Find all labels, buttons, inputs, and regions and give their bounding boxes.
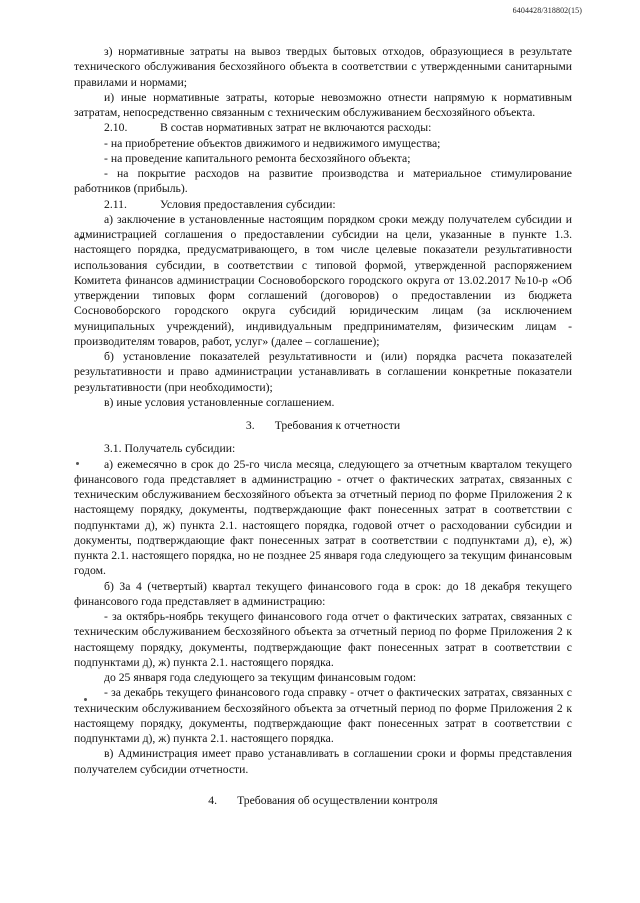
clause-3-1-v: в) Администрация имеет право устанавливать в соглашении сроки и формы представления получателем субсидии отчетности. bbox=[74, 747, 572, 776]
section-number: 2.10. bbox=[104, 121, 128, 135]
document-body bbox=[74, 44, 572, 816]
section-number: 2.11. bbox=[104, 197, 127, 211]
section-2-10 bbox=[74, 120, 572, 135]
list-item: - на покрытие расходов на развитие производства и материальное стимулирование работников (прибыль). bbox=[74, 167, 572, 196]
clause-3-1: 3.1. Получатель субсидии: bbox=[104, 442, 236, 456]
section-title: Требования к отчетности bbox=[274, 419, 401, 432]
section-number: 3. bbox=[245, 419, 255, 432]
section-number: 4. bbox=[208, 793, 218, 807]
section-title: Требования об осуществлении контроля bbox=[237, 793, 438, 807]
clause-3-1-b-item: - за октябрь-ноябрь текущего финансового года отчет о фактических затратах, связанных с техническим обслуживанием бесхозяйного объекта за отчетный период по форме Приложения 2 к настоящему порядку, документы, подтверждающие факт понесенных затрат в соответствии с подпунктами д), ж) пункта 2.1. настоящего порядка. bbox=[74, 610, 572, 669]
list-item: - на проведение капитального ремонта бесхозяйного объекта; bbox=[104, 151, 411, 165]
section-2-11 bbox=[74, 197, 572, 212]
clause-3-1-b-item: - за декабрь текущего финансового года справку - отчет о фактических затратах, связанных с техническим обслуживанием бесхозяйного объекта за отчетный период по форме Приложения 2 к настоящему порядку, документы, подтверждающие факт понесенных затрат в соответствии с подпунктами д), ж) пункта 2.1. настоящего порядка. bbox=[74, 686, 572, 745]
condition-b: б) установление показателей результативности и (или) порядка расчета показателей результативности и право администрации устанавливать в соглашении конкретные показатели результативности (при необходимости); bbox=[74, 350, 572, 394]
clause-3-1-a: а) ежемесячно в срок до 25-го числа месяца, следующего за отчетным кварталом текущего финансового года представляет в администрацию - отчет о фактических затратах, связанных с техническим обслуживанием бесхозяйного объекта за отчетный период по форме Приложения 2 к настоящему порядку, документы, подтверждающие факт понесенных затрат в соответствии с подпунктами д), ж) пункта 2.1. настоящего порядка, годовой отчет о расходовании субсидии и документы, подтверждающие факт понесенных затрат в соответствии с подпунктами д), е), ж) пункта 2.1. настоящего порядка, но не позднее 25 января года следующего за текущим финансовым годом. bbox=[74, 457, 572, 578]
condition-a: а) заключение в установленные настоящим порядком сроки между получателем субсидии и администрацией соглашения о предоставлении субсидии на цели, указанные в пункте 1.3. настоящего порядка, предусматривающего, в том числе целевые показатели результативности использования субсидии, в соответствии с типовой формой, утвержденной распоряжением Комитета финансов администрации Сосновоборского городского округа от 13.02.2017 №10-р «Об утверждении типовых форм соглашений (договоров) о предоставлении из бюджета Сосновоборского городского округа субсидий юридическим лицам (за исключением муниципальных учреждений), индивидуальным предпринимателям, физическим лицам - производителям товаров, работ, услуг» (далее – соглашение); bbox=[74, 212, 572, 348]
clause-3-1-b: б) За 4 (четвертый) квартал текущего финансового года в срок: до 18 декабря текущего финансового года представляет в администрацию: bbox=[74, 579, 572, 608]
clause-3-1-b-lead: до 25 января года следующего за текущим финансовым годом: bbox=[104, 671, 417, 684]
document-id: 6404428/318802(15) bbox=[512, 6, 582, 15]
paragraph-z: з) нормативные затраты на вывоз твердых бытовых отходов, образующиеся в результате технического обслуживания бесхозяйного объекта в соответствии с утвержденными санитарными правилами и нормами; bbox=[74, 45, 572, 89]
spacer bbox=[74, 777, 572, 785]
section-3-heading bbox=[74, 418, 572, 433]
list-item: - на приобретение объектов движимого и недвижимого имущества; bbox=[104, 136, 441, 150]
condition-v: в) иные условия установленные соглашением. bbox=[104, 395, 335, 409]
section-text: В состав нормативных затрат не включаются расходы: bbox=[160, 121, 432, 135]
section-text: Условия предоставления субсидии: bbox=[160, 197, 336, 211]
section-4-heading bbox=[74, 793, 572, 808]
paragraph-i: и) иные нормативные затраты, которые невозможно отнести напрямую к нормативным затратам, непосредственно связанным с техническим обслуживанием бесхозяйного объекта. bbox=[74, 90, 572, 119]
